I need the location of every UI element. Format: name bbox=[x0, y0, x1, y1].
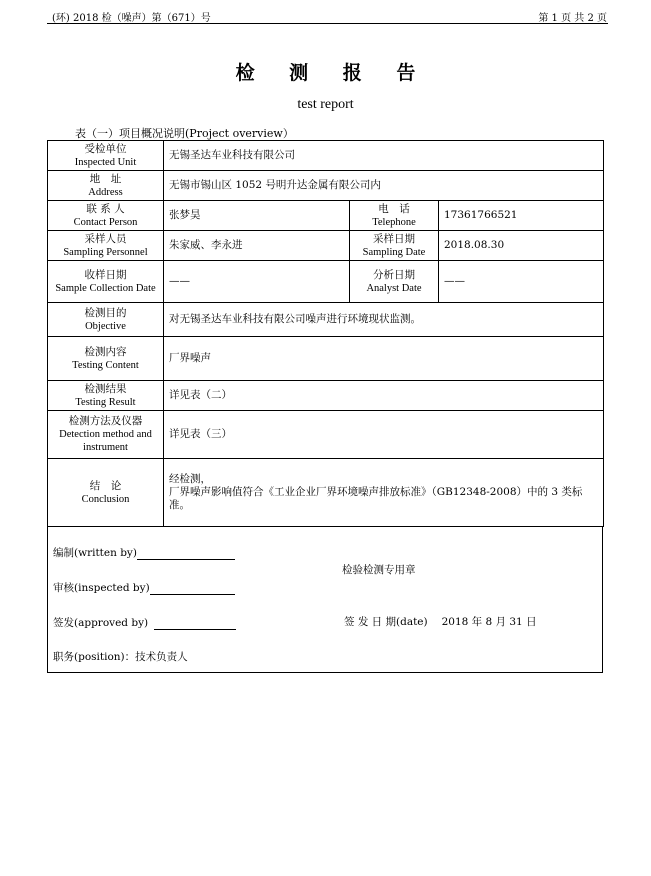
conclusion-line-2: 厂界噪声影响值符合《工业企业厂界环境噪声排放标准》（GB12348-2008）中的 3 类标准。 bbox=[169, 486, 583, 511]
position-label: 职务(position)：技术负责人 bbox=[53, 651, 188, 663]
sampling-date-value: 2018.08.30 bbox=[439, 231, 604, 261]
table-row bbox=[48, 201, 604, 231]
signature-frame-right bbox=[602, 526, 603, 672]
testing-content-value: 厂界噪声 bbox=[164, 337, 604, 381]
report-title-en: test report bbox=[297, 97, 354, 112]
table-row bbox=[48, 459, 604, 527]
table-row bbox=[48, 381, 604, 411]
objective-value: 对无锡圣达车业科技有限公司噪声进行环境现状监测。 bbox=[164, 303, 604, 337]
detection-method-label: 检测方法及仪器 Detection method and instrument bbox=[48, 411, 164, 459]
testing-content-label: 检测内容 Testing Content bbox=[48, 337, 164, 381]
objective-label: 检测目的 Objective bbox=[48, 303, 164, 337]
signature-frame-left bbox=[47, 526, 48, 672]
telephone-label: 电 话 Telephone bbox=[350, 201, 439, 231]
approved-by-field: 签发(approved by) bbox=[53, 615, 236, 630]
report-title: 检 测 报 告 bbox=[235, 62, 430, 84]
header-divider bbox=[47, 23, 608, 24]
document-number: (环) 2018 检（噪声）第（671）号 bbox=[52, 13, 211, 24]
conclusion-line-1: 经检测， bbox=[169, 473, 211, 485]
address-value: 无锡市锡山区 1052 号明升达金属有限公司内 bbox=[164, 171, 604, 201]
table-row bbox=[48, 141, 604, 171]
analyst-date-label: 分析日期 Analyst Date bbox=[350, 261, 439, 303]
inspected-by-line bbox=[150, 594, 235, 595]
sampling-date-label: 采样日期 Sampling Date bbox=[350, 231, 439, 261]
table-row bbox=[48, 231, 604, 261]
project-overview-table bbox=[47, 140, 604, 527]
table-row bbox=[48, 337, 604, 381]
table-row bbox=[48, 411, 604, 459]
written-by-line bbox=[137, 559, 235, 560]
sampling-personnel-label: 采样人员 Sampling Personnel bbox=[48, 231, 164, 261]
seal-label: 检验检测专用章 bbox=[342, 564, 416, 576]
written-by-field: 编制(written by) bbox=[53, 545, 235, 560]
table-row bbox=[48, 171, 604, 201]
sampling-personnel-value: 朱家威、李永进 bbox=[164, 231, 350, 261]
testing-result-value: 详见表（二） bbox=[164, 381, 604, 411]
page-info: 第 1 页 共 2 页 bbox=[538, 13, 607, 24]
detection-method-value: 详见表（三） bbox=[164, 411, 604, 459]
table-row bbox=[48, 261, 604, 303]
table-row bbox=[48, 303, 604, 337]
inspected-unit-value: 无锡圣达车业科技有限公司 bbox=[164, 141, 604, 171]
conclusion-value bbox=[164, 459, 604, 527]
table-caption: 表（一）项目概况说明(Project overview） bbox=[75, 127, 294, 140]
analyst-date-value: —— bbox=[439, 261, 604, 303]
address-label: 地 址 Address bbox=[48, 171, 164, 201]
testing-result-label: 检测结果 Testing Result bbox=[48, 381, 164, 411]
contact-person-label: 联 系 人 Contact Person bbox=[48, 201, 164, 231]
approved-by-line bbox=[154, 629, 236, 630]
sample-collection-date-value: —— bbox=[164, 261, 350, 303]
sample-collection-date-label: 收样日期 Sample Collection Date bbox=[48, 261, 164, 303]
inspected-unit-label: 受检单位 Inspected Unit bbox=[48, 141, 164, 171]
signature-frame-bottom bbox=[47, 672, 603, 673]
conclusion-label: 结 论 Conclusion bbox=[48, 459, 164, 527]
contact-person-value: 张梦昊 bbox=[164, 201, 350, 231]
issue-date: 签 发 日 期(date) 2018 年 8 月 31 日 bbox=[344, 616, 537, 628]
telephone-value: 17361766521 bbox=[439, 201, 604, 231]
inspected-by-field: 审核(inspected by) bbox=[53, 580, 235, 595]
